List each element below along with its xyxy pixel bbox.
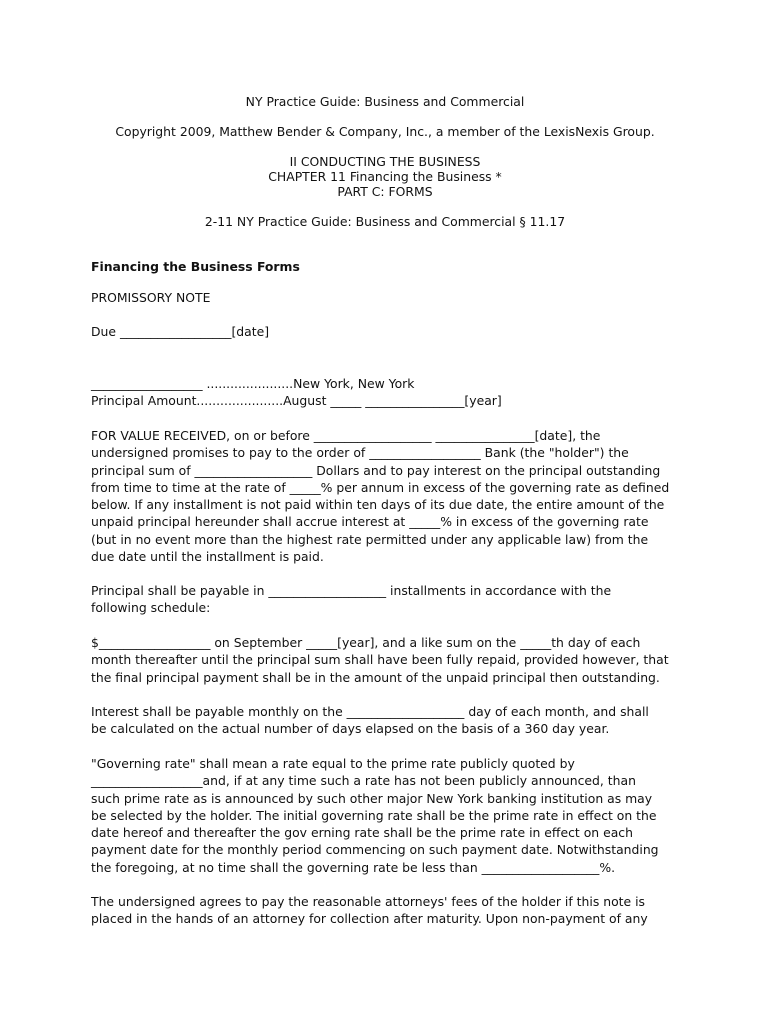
- paragraph-attorneys-fees: [91, 893, 691, 928]
- text-line: date hereof and thereafter the gov erning rate shall be the prime rate in effect on each: [91, 825, 633, 841]
- text-line: Interest shall be payable monthly on the ___________________ day of each month, and shall: [91, 704, 649, 719]
- text-line: be selected by the holder. The initial governing rate shall be the prime rate in effect on the: [91, 807, 657, 823]
- text-line: below. If any installment is not paid within ten days of its due date, the entire amount of the: [91, 497, 665, 513]
- form-title: PROMISSORY NOTE: [91, 290, 211, 305]
- text-line: The undersigned agrees to pay the reasonable attorneys' fees of the holder if this note is: [91, 894, 645, 909]
- text-line: from time to time at the rate of _____% per annum in excess of the governing rate as defined: [91, 479, 670, 495]
- chapter-heading: CHAPTER 11 Financing the Business *: [268, 169, 502, 184]
- text-line: following schedule:: [91, 600, 211, 616]
- paragraph-value-received: [91, 427, 691, 565]
- text-line: "Governing rate" shall mean a rate equal to the prime rate publicly quoted by: [91, 756, 575, 771]
- copyright-line: Copyright 2009, Matthew Bender & Company, Inc., a member of the LexisNexis Group.: [115, 124, 655, 139]
- text-line: $__________________ on September _____[year], and a like sum on the _____th day of each: [91, 635, 641, 650]
- text-line: undersigned promises to pay to the order of __________________ Bank (the "holder") the: [91, 445, 629, 461]
- text-line: (but in no event more than the highest rate permitted under any applicable law) from the: [91, 531, 649, 547]
- text-line: payment date for the monthly period commencing on such payment date. Notwithstanding: [91, 842, 659, 858]
- section-heading: Financing the Business Forms: [91, 259, 300, 274]
- text-line: Principal shall be payable in ___________________ installments in accordance with the: [91, 583, 612, 598]
- text-line: the final principal payment shall be in the amount of the unpaid principal then outstanding.: [91, 669, 660, 685]
- paragraph-governing-rate: [91, 755, 691, 876]
- paragraph-schedule: [91, 634, 691, 686]
- due-line: Due __________________[date]: [91, 324, 270, 339]
- text-line: due date until the installment is paid.: [91, 549, 324, 565]
- text-line: such prime rate as is announced by such other major New York banking institution as may: [91, 790, 653, 806]
- text-line: be calculated on the actual number of days elapsed on the basis of a 360 day year.: [91, 721, 610, 737]
- text-line: unpaid principal hereunder shall accrue interest at _____% in excess of the governing rate: [91, 514, 649, 530]
- text-line: the foregoing, at no time shall the governing rate be less than ___________________%.: [91, 859, 616, 875]
- text-line: principal sum of ___________________ Dollars and to pay interest on the principal outstanding: [91, 462, 661, 478]
- paragraph-interest: [91, 703, 691, 738]
- division-heading: II CONDUCTING THE BUSINESS: [289, 154, 481, 169]
- guide-title: NY Practice Guide: Business and Commercial: [245, 94, 525, 109]
- paragraph-principal-installments: [91, 582, 691, 617]
- principal-amount-line: Principal Amount......................August _____ ________________[year]: [91, 393, 502, 409]
- text-line: FOR VALUE RECEIVED, on or before ___________________ ________________[date], the: [91, 428, 601, 443]
- place-and-amount: [91, 375, 691, 410]
- place-line: __________________ ......................New York, New York: [91, 376, 415, 391]
- part-heading: PART C: FORMS: [337, 184, 433, 199]
- text-line: __________________and, if at any time such a rate has not been publicly announced, than: [91, 773, 636, 789]
- citation-line: 2-11 NY Practice Guide: Business and Commercial § 11.17: [204, 214, 566, 229]
- text-line: month thereafter until the principal sum shall have been fully repaid, provided however, that: [91, 652, 669, 668]
- text-line: placed in the hands of an attorney for collection after maturity. Upon non-payment of any: [91, 911, 648, 927]
